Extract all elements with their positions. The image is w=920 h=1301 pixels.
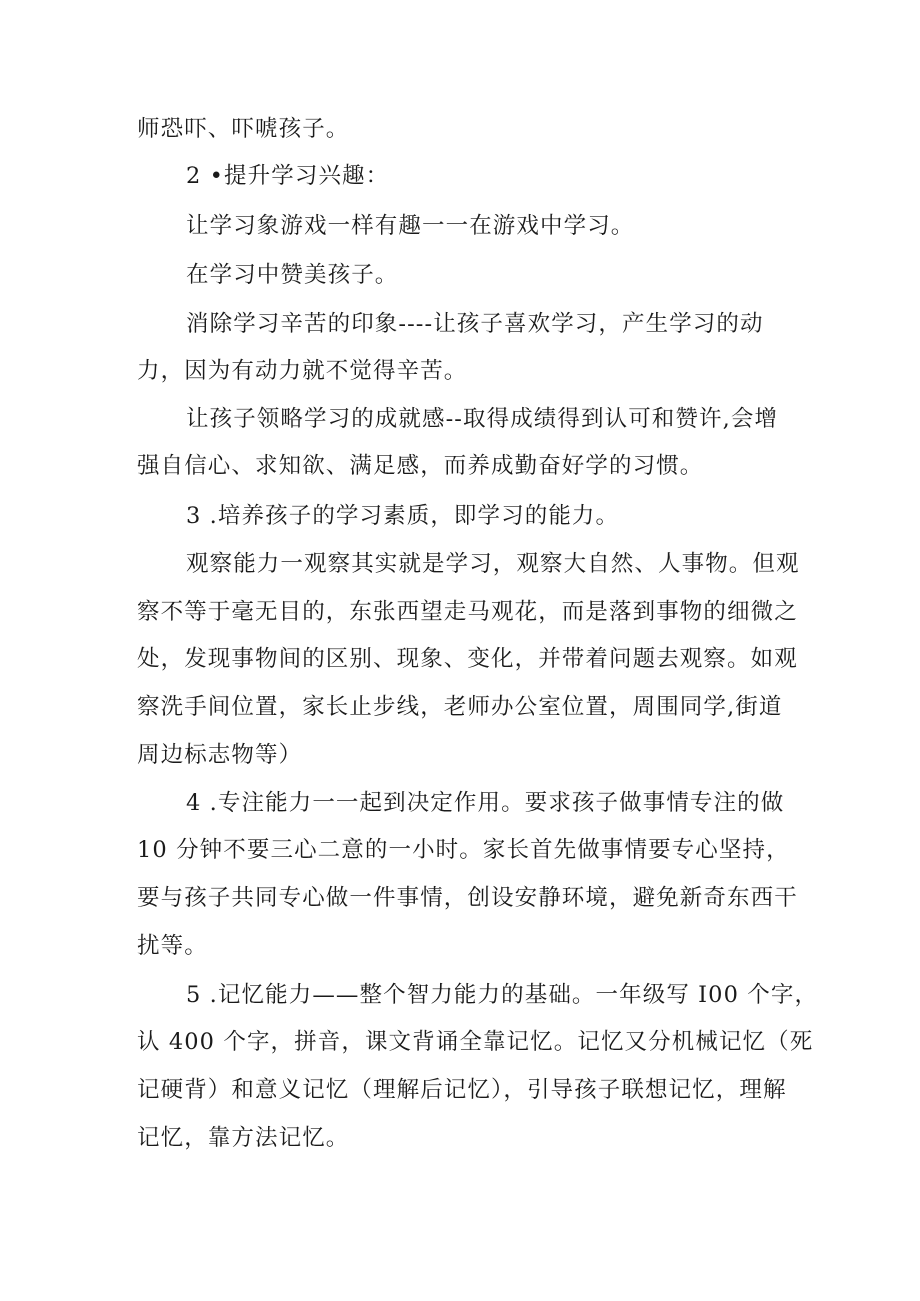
text-line: 观察能力一观察其实就是学习，观察大自然、人事物。但观 xyxy=(186,551,800,577)
text-line: 记硬背）和意义记忆（理解后记忆），引导孩子联想记忆，理解 xyxy=(137,1077,787,1103)
text-line: 让学习象游戏一样有趣一一在游戏中学习。 xyxy=(186,213,635,239)
text-line: 察洗手间位置，家长止步线，老师办公室位置，周围同学,街道 xyxy=(137,694,783,720)
text-line: 处，发现事物间的区别、现象、变化，并带着问题去观察。如观 xyxy=(137,646,798,672)
text-line: 消除学习辛苦的印象----让孩子喜欢学习，产生学习的动 xyxy=(186,311,764,337)
text-line: 扰等。 xyxy=(137,933,208,959)
text-line: 察不等于毫无目的，东张西望走马观花，而是落到事物的细微之 xyxy=(137,599,798,625)
section-heading: 2 •提升学习兴趣： xyxy=(186,163,390,189)
text-line: 要与孩子共同专心做一件事情，创设安静环境，避免新奇东西干 xyxy=(137,885,798,911)
text-line: 强自信心、求知欲、满足感，而养成勤奋好学的习惯。 xyxy=(137,453,704,479)
section-heading: 4 .专注能力一一起到决定作用。要求孩子做事情专注的做 xyxy=(186,790,785,816)
text-line: 认 400 个字，拼音，课文背诵全靠记忆。记忆又分机械记忆（死 xyxy=(137,1029,814,1055)
section-heading: 5 .记忆能力——整个智力能力的基础。一年级写 I00 个字， xyxy=(186,982,819,1008)
section-heading: 3 .培养孩子的学习素质，即学习的能力。 xyxy=(186,503,620,529)
text-line: 让孩子领略学习的成就感--取得成绩得到认可和赞许,会增 xyxy=(186,406,779,432)
text-line: 记忆，靠方法记忆。 xyxy=(137,1125,350,1151)
text-line: 周边标志物等） xyxy=(137,742,303,768)
text-line: 师恐吓、吓唬孩子。 xyxy=(137,116,350,142)
text-line: 10 分钟不要三心二意的一小时。家长首先做事情要专心坚持， xyxy=(137,837,790,863)
text-line: 力，因为有动力就不觉得辛苦。 xyxy=(137,358,468,384)
text-line: 在学习中赞美孩子。 xyxy=(186,262,399,288)
